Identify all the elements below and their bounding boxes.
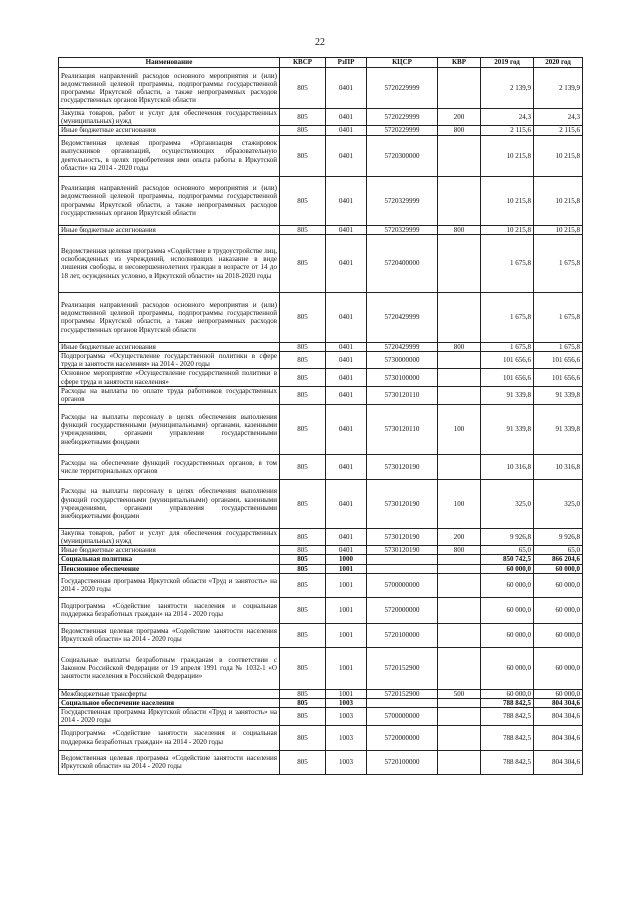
cell-2020: 101 656,6: [534, 352, 583, 369]
table-row: [59, 126, 583, 135]
table-row: [59, 708, 583, 725]
cell-kvsr: 805: [280, 699, 326, 708]
cell-2019: 788 842,5: [481, 699, 534, 708]
table-row: [59, 564, 583, 573]
cell-kcsr: 5720300000: [367, 135, 438, 176]
cell-2019: 788 842,5: [481, 750, 534, 774]
cell-2020: 10 215,8: [534, 225, 583, 234]
cell-kvr: [438, 176, 481, 225]
cell-kvr: 800: [438, 342, 481, 351]
cell-kvsr: 805: [280, 750, 326, 774]
cell-kvr: [438, 647, 481, 689]
table-row: [59, 479, 583, 528]
cell-2020: 804 304,6: [534, 750, 583, 774]
cell-kvr: 500: [438, 689, 481, 698]
cell-kvr: 200: [438, 528, 481, 545]
cell-rzpr: 0401: [326, 386, 367, 404]
cell-rzpr: 1001: [326, 623, 367, 647]
cell-2020: 60 000,0: [534, 597, 583, 623]
cell-name: Закупка товаров, работ и услуг для обеспечения государственных (муниципальных) нужд: [59, 109, 280, 126]
cell-2020: 325,0: [534, 479, 583, 528]
cell-kvr: [438, 352, 481, 369]
cell-kvsr: 805: [280, 708, 326, 725]
cell-2020: 10 215,8: [534, 176, 583, 225]
cell-2020: 1 675,8: [534, 292, 583, 342]
table-row: [59, 623, 583, 647]
table-row: [59, 454, 583, 479]
col-header-kcsr: КЦСР: [367, 58, 438, 68]
cell-kvsr: 805: [280, 404, 326, 454]
cell-name: Основное мероприятие «Осуществление государственной политики в сфере труда и занятости населения»: [59, 369, 280, 386]
cell-kcsr: 5720329999: [367, 225, 438, 234]
cell-kvsr: 805: [280, 386, 326, 404]
budget-table: [58, 57, 583, 775]
cell-rzpr: 0401: [326, 109, 367, 126]
cell-rzpr: 0401: [326, 292, 367, 342]
cell-2020: 2 139,9: [534, 68, 583, 109]
cell-2019: 2 139,9: [481, 68, 534, 109]
cell-2019: 10 215,8: [481, 176, 534, 225]
cell-2020: 804 304,6: [534, 708, 583, 725]
cell-2019: 60 000,0: [481, 647, 534, 689]
cell-name: Подпрограмма «Содействие занятости населения и социальная поддержка безработных граждан» на 2014 - 2020 годы: [59, 725, 280, 750]
table-row: [59, 573, 583, 597]
cell-kvr: [438, 369, 481, 386]
cell-rzpr: 1001: [326, 689, 367, 698]
cell-kcsr: 5720429999: [367, 292, 438, 342]
table-row: [59, 555, 583, 564]
cell-2019: 101 656,6: [481, 352, 534, 369]
cell-2020: 10 316,8: [534, 454, 583, 479]
col-header-2020: 2020 год: [534, 58, 583, 68]
table-row: [59, 225, 583, 234]
cell-kvsr: 805: [280, 234, 326, 292]
cell-name: Подпрограмма «Осуществление государственной политики в сфере труда и занятости населения» на 2014 - 2020 годы: [59, 352, 280, 369]
cell-kvsr: 805: [280, 623, 326, 647]
table-row: [59, 597, 583, 623]
table-row: [59, 352, 583, 369]
table-row: [59, 528, 583, 545]
cell-kcsr: 5720100000: [367, 750, 438, 774]
cell-kcsr: 5700000000: [367, 708, 438, 725]
cell-kvr: [438, 135, 481, 176]
cell-kvr: [438, 725, 481, 750]
cell-2019: 788 842,5: [481, 725, 534, 750]
cell-name: Реализация направлений расходов основного мероприятия и (или) ведомственной целевой программы, подпрограммы государственной программы Иркутской области, а также непрограммных расходов государственных органов Иркутской области: [59, 292, 280, 342]
cell-rzpr: 0401: [326, 454, 367, 479]
cell-2020: 24,3: [534, 109, 583, 126]
cell-rzpr: 0401: [326, 225, 367, 234]
cell-kcsr: 5720229999: [367, 68, 438, 109]
table-row: [59, 725, 583, 750]
cell-2019: 10 215,8: [481, 225, 534, 234]
cell-name: Реализация направлений расходов основного мероприятия и (или) ведомственной целевой программы, подпрограммы государственной программы Иркутской области, а также непрограммных расходов государственных органов Иркутской области: [59, 68, 280, 109]
cell-name: Социальное обеспечение населения: [59, 699, 280, 708]
cell-kvr: [438, 750, 481, 774]
cell-kvr: [438, 623, 481, 647]
cell-kcsr: 5730120190: [367, 546, 438, 555]
cell-kvr: [438, 573, 481, 597]
cell-2020: 91 339,8: [534, 404, 583, 454]
cell-kvsr: 805: [280, 528, 326, 545]
cell-kvsr: 805: [280, 689, 326, 698]
col-header-kvsr: КВСР: [280, 58, 326, 68]
cell-kvsr: 805: [280, 369, 326, 386]
cell-2020: 10 215,8: [534, 135, 583, 176]
cell-rzpr: 1001: [326, 564, 367, 573]
cell-2020: 2 115,6: [534, 126, 583, 135]
cell-2020: 1 675,8: [534, 234, 583, 292]
cell-2019: 2 115,6: [481, 126, 534, 135]
cell-2019: 101 656,6: [481, 369, 534, 386]
cell-kcsr: 5720000000: [367, 725, 438, 750]
cell-kvr: 800: [438, 225, 481, 234]
col-header-name: Наименование: [59, 58, 280, 68]
cell-kvsr: 805: [280, 564, 326, 573]
cell-kcsr: 5730120110: [367, 386, 438, 404]
table-row: [59, 342, 583, 351]
cell-2020: 60 000,0: [534, 647, 583, 689]
cell-2019: 24,3: [481, 109, 534, 126]
cell-2019: 60 000,0: [481, 597, 534, 623]
table-row: [59, 234, 583, 292]
cell-2019: 60 000,0: [481, 573, 534, 597]
cell-2019: 60 000,0: [481, 564, 534, 573]
cell-kvr: [438, 708, 481, 725]
cell-kvr: [438, 454, 481, 479]
cell-2019: 850 742,5: [481, 555, 534, 564]
cell-kvr: 800: [438, 546, 481, 555]
cell-kvsr: 805: [280, 342, 326, 351]
cell-kvr: [438, 234, 481, 292]
table-row: [59, 699, 583, 708]
cell-kcsr: 5730120190: [367, 528, 438, 545]
cell-kvsr: 805: [280, 352, 326, 369]
cell-name: Иные бюджетные ассигнования: [59, 126, 280, 135]
cell-kcsr: 5700000000: [367, 573, 438, 597]
cell-kvr: 800: [438, 126, 481, 135]
table-row: [59, 546, 583, 555]
cell-kvr: 100: [438, 479, 481, 528]
cell-rzpr: 0401: [326, 479, 367, 528]
cell-kvsr: 805: [280, 479, 326, 528]
cell-2019: 10 215,8: [481, 135, 534, 176]
cell-2019: 10 316,8: [481, 454, 534, 479]
cell-rzpr: 1001: [326, 647, 367, 689]
page-number: 22: [315, 37, 325, 48]
table-row: [59, 68, 583, 109]
cell-kcsr: [367, 699, 438, 708]
cell-2020: 1 675,8: [534, 342, 583, 351]
cell-kcsr: 5730120190: [367, 454, 438, 479]
col-header-2019: 2019 год: [481, 58, 534, 68]
cell-2020: 60 000,0: [534, 623, 583, 647]
cell-rzpr: 0401: [326, 342, 367, 351]
cell-kvsr: 805: [280, 546, 326, 555]
cell-rzpr: 1003: [326, 725, 367, 750]
cell-2020: 60 000,0: [534, 564, 583, 573]
cell-2020: 60 000,0: [534, 573, 583, 597]
cell-name: Ведомственная целевая программа «Содействие в трудоустройстве лиц, освобожденных из учреждений, исполняющих наказание в виде лишения свободы, и несовершеннолетних граждан в возрасте от 14 до 18 лет, осужденных условно, в Иркутской области» на 2018-2020 годы: [59, 234, 280, 292]
cell-2019: 65,0: [481, 546, 534, 555]
cell-kvsr: 805: [280, 292, 326, 342]
cell-name: Закупка товаров, работ и услуг для обеспечения государственных (муниципальных) нужд: [59, 528, 280, 545]
cell-rzpr: 0401: [326, 404, 367, 454]
cell-name: Расходы на обеспечение функций государственных органов, в том числе территориальных органов: [59, 454, 280, 479]
cell-kvsr: 805: [280, 225, 326, 234]
cell-rzpr: 1003: [326, 699, 367, 708]
cell-kvsr: 805: [280, 68, 326, 109]
cell-kcsr: 5720429999: [367, 342, 438, 351]
cell-name: Подпрограмма «Содействие занятости населения и социальная поддержка безработных граждан» на 2014 - 2020 годы: [59, 597, 280, 623]
cell-2019: 91 339,8: [481, 386, 534, 404]
cell-rzpr: 1003: [326, 708, 367, 725]
cell-kvsr: 805: [280, 135, 326, 176]
cell-rzpr: 0401: [326, 126, 367, 135]
cell-kcsr: 5720229999: [367, 126, 438, 135]
cell-rzpr: 0401: [326, 546, 367, 555]
table-row: [59, 292, 583, 342]
col-header-rzpr: РзПР: [326, 58, 367, 68]
cell-rzpr: 0401: [326, 352, 367, 369]
cell-2020: 91 339,8: [534, 386, 583, 404]
cell-kcsr: 5730120190: [367, 479, 438, 528]
cell-name: Иные бюджетные ассигнования: [59, 225, 280, 234]
cell-kvr: [438, 555, 481, 564]
cell-kvr: [438, 68, 481, 109]
cell-2019: 788 842,5: [481, 708, 534, 725]
cell-name: Расходы на выплаты персоналу в целях обеспечения выполнения функций государственными (муниципальными) органами, казенными учреждениями, органами управления государственными внебюджетными фондами: [59, 479, 280, 528]
cell-name: Расходы на выплаты персоналу в целях обеспечения выполнения функций государственными (муниципальными) органами, казенными учреждениями, органами управления государственными внебюджетными фондами: [59, 404, 280, 454]
cell-2019: 1 675,8: [481, 342, 534, 351]
cell-2019: 60 000,0: [481, 623, 534, 647]
table-row: [59, 135, 583, 176]
table-row: [59, 109, 583, 126]
cell-kvr: 200: [438, 109, 481, 126]
cell-rzpr: 0401: [326, 176, 367, 225]
cell-kvr: [438, 597, 481, 623]
cell-kcsr: [367, 564, 438, 573]
cell-2020: 60 000,0: [534, 689, 583, 698]
cell-kcsr: 5720329999: [367, 176, 438, 225]
cell-kvsr: 805: [280, 555, 326, 564]
cell-2019: 1 675,8: [481, 234, 534, 292]
cell-2019: 60 000,0: [481, 689, 534, 698]
table-row: [59, 404, 583, 454]
cell-name: Расходы на выплаты по оплате труда работников государственных органов: [59, 386, 280, 404]
cell-kcsr: 5720100000: [367, 623, 438, 647]
cell-name: Государственная программа Иркутской области «Труд и занятость» на 2014 - 2020 годы: [59, 708, 280, 725]
table-row: [59, 750, 583, 774]
col-header-kvr: КВР: [438, 58, 481, 68]
cell-name: Реализация направлений расходов основного мероприятия и (или) ведомственной целевой программы, подпрограммы государственной программы Иркутской области, а также непрограммных расходов государственных органов Иркутской области: [59, 176, 280, 225]
cell-kcsr: 5720400000: [367, 234, 438, 292]
cell-kcsr: 5720000000: [367, 597, 438, 623]
cell-kcsr: 5720152900: [367, 647, 438, 689]
cell-name: Ведомственная целевая программа «Содействие занятости населения Иркутской области» на 2014 - 2020 годы: [59, 623, 280, 647]
table-row: [59, 176, 583, 225]
cell-kcsr: 5720152900: [367, 689, 438, 698]
cell-kvsr: 805: [280, 725, 326, 750]
cell-rzpr: 1001: [326, 597, 367, 623]
cell-name: Иные бюджетные ассигнования: [59, 342, 280, 351]
cell-rzpr: 1000: [326, 555, 367, 564]
cell-2019: 325,0: [481, 479, 534, 528]
table-row: [59, 647, 583, 689]
cell-name: Государственная программа Иркутской области «Труд и занятость» на 2014 - 2020 годы: [59, 573, 280, 597]
cell-kcsr: [367, 555, 438, 564]
cell-kcsr: 5730000000: [367, 352, 438, 369]
cell-name: Ведомственная целевая программа «Организация стажировок выпускников организаций, осуществляющих образовательную деятельность, в целях приобретения ими опыта работы в Иркутской области» на 2014 - 2020 годы: [59, 135, 280, 176]
cell-2020: 804 304,6: [534, 699, 583, 708]
cell-kvsr: 805: [280, 647, 326, 689]
cell-name: Ведомственная целевая программа «Содействие занятости населения Иркутской области» на 2014 - 2020 годы: [59, 750, 280, 774]
cell-2020: 65,0: [534, 546, 583, 555]
cell-kvr: [438, 699, 481, 708]
cell-kvr: [438, 292, 481, 342]
cell-2020: 9 926,8: [534, 528, 583, 545]
cell-rzpr: 0401: [326, 369, 367, 386]
table-body: [59, 68, 583, 775]
cell-name: Социальные выплаты безработным гражданам в соответствии с Законом Российской Федерации от 19 апреля 1991 года № 1032-1 «О занятости населения в Российской Федерации»: [59, 647, 280, 689]
table-row: [59, 369, 583, 386]
cell-2019: 91 339,8: [481, 404, 534, 454]
cell-2020: 101 656,6: [534, 369, 583, 386]
cell-kvsr: 805: [280, 573, 326, 597]
cell-kvsr: 805: [280, 109, 326, 126]
cell-kvsr: 805: [280, 176, 326, 225]
cell-kcsr: 5720229999: [367, 109, 438, 126]
cell-2019: 9 926,8: [481, 528, 534, 545]
cell-kvsr: 805: [280, 597, 326, 623]
cell-kcsr: 5730100000: [367, 369, 438, 386]
cell-rzpr: 0401: [326, 68, 367, 109]
cell-kvr: [438, 564, 481, 573]
cell-rzpr: 1001: [326, 573, 367, 597]
cell-rzpr: 0401: [326, 234, 367, 292]
table-row: [59, 386, 583, 404]
cell-kvr: [438, 386, 481, 404]
cell-rzpr: 0401: [326, 135, 367, 176]
cell-name: Межбюджетные трансферты: [59, 689, 280, 698]
cell-name: Иные бюджетные ассигнования: [59, 546, 280, 555]
cell-2019: 1 675,8: [481, 292, 534, 342]
table-row: [59, 689, 583, 698]
table-header-row: [59, 58, 583, 68]
cell-kvsr: 805: [280, 126, 326, 135]
cell-name: Пенсионное обеспечение: [59, 564, 280, 573]
cell-rzpr: 1003: [326, 750, 367, 774]
cell-2020: 804 304,6: [534, 725, 583, 750]
cell-2020: 866 204,6: [534, 555, 583, 564]
cell-rzpr: 0401: [326, 528, 367, 545]
cell-kvr: 100: [438, 404, 481, 454]
cell-kcsr: 5730120110: [367, 404, 438, 454]
cell-kvsr: 805: [280, 454, 326, 479]
cell-name: Социальная политика: [59, 555, 280, 564]
